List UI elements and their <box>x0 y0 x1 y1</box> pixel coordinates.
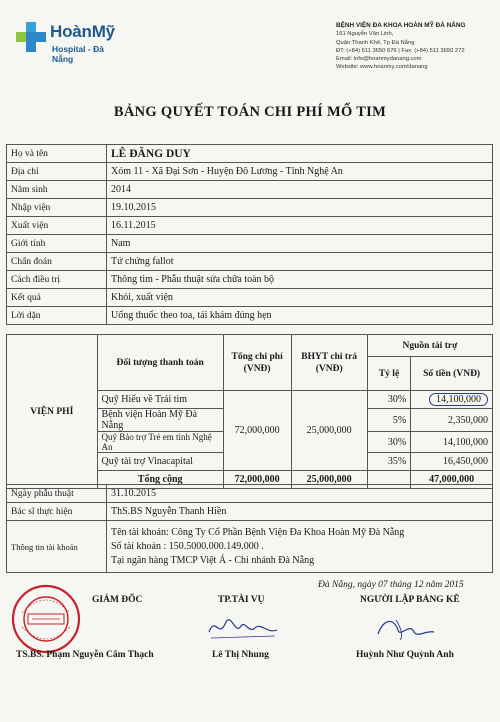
hospital-logo <box>16 20 126 70</box>
account-bank: Tại ngân hàng TMCP Việt Á - Chi nhánh Đà Nẵng <box>111 554 315 566</box>
row-account <box>7 521 493 573</box>
rate-value: 35% <box>367 453 410 471</box>
rate-value: 30% <box>367 391 410 409</box>
payer-name: Quỹ Bảo trợ Trẻ em tỉnh Nghệ An <box>97 432 223 453</box>
value-name: LÊ ĐĂNG DUY <box>107 145 493 163</box>
hospital-phone: ĐT: (+84) 511 3650 676 | Fax: (+84) 511 3650 272 <box>336 47 465 54</box>
label-gender: Giới tính <box>7 235 107 253</box>
row-diagnosis <box>7 253 493 271</box>
header-funding: Nguồn tài trợ <box>367 335 492 357</box>
row-result <box>7 289 493 307</box>
finance-title: TP.TÀI VỤ <box>218 595 265 605</box>
hospital-email: Email: info@hoanmydanang.com <box>336 56 422 63</box>
cross-logo-icon <box>16 22 46 52</box>
row-admit <box>7 199 493 217</box>
document-title: BẢNG QUYẾT TOÁN CHI PHÍ MỔ TIM <box>113 104 387 120</box>
rate-value: 5% <box>367 409 410 432</box>
payer-name: Quỹ tài trợ Vinacapital <box>97 453 223 471</box>
cost-table <box>6 334 493 489</box>
value-advice: Uống thuốc theo toa, tái khám đúng hẹn <box>107 307 493 325</box>
value-surgeon: ThS.BS Nguyễn Thanh Hiền <box>107 503 493 521</box>
label-birth: Năm sinh <box>7 181 107 199</box>
label-hospital-fee: VIỆN PHÍ <box>7 335 98 489</box>
value-birth: 2014 <box>107 181 493 199</box>
row-birth <box>7 181 493 199</box>
value-account <box>107 521 493 573</box>
cost-header-row-1 <box>7 335 493 357</box>
value-address: Xóm 11 - Xã Đại Sơn - Huyện Đô Lương - Tỉnh Nghệ An <box>107 163 493 181</box>
amount-value: 2,350,000 <box>411 409 493 432</box>
account-name: Tên tài khoản: Công Ty Cổ Phần Bệnh Viện Đa Khoa Hoàn Mỹ Đà Nẵng <box>111 526 405 538</box>
row-surgery-date <box>7 485 493 503</box>
header-bhyt: BHYT chi trả (VNĐ) <box>291 335 367 391</box>
hospital-district: Quận Thanh Khê, Tp Đà Nẵng <box>336 39 415 46</box>
row-advice <box>7 307 493 325</box>
total-cost-sum: 72,000,000 <box>223 471 291 489</box>
bhyt-value: 25,000,000 <box>291 391 367 471</box>
value-discharge: 16.11.2015 <box>107 217 493 235</box>
row-address <box>7 163 493 181</box>
value-result: Khỏi, xuất viện <box>107 289 493 307</box>
value-gender: Nam <box>107 235 493 253</box>
total-cost-value: 72,000,000 <box>223 391 291 471</box>
logo-subtitle: Hospital - Đà Nẵng <box>52 44 104 64</box>
place-date: Đà Nẵng, ngày 07 tháng 12 năm 2015 <box>318 580 464 590</box>
label-discharge: Xuất viện <box>7 217 107 235</box>
preparer-signature-icon <box>370 612 440 642</box>
label-result: Kết quả <box>7 289 107 307</box>
preparer-title: NGƯỜI LẬP BẢNG KÊ <box>360 595 460 605</box>
payer-name: Quỹ Hiếu về Trái tim <box>97 391 223 409</box>
header-payer: Đối tượng thanh toán <box>97 335 223 391</box>
total-label: Tổng cộng <box>97 471 223 489</box>
label-address: Địa chỉ <box>7 163 107 181</box>
row-name <box>7 145 493 163</box>
value-surgery-date: 31.10.2015 <box>107 485 493 503</box>
hospital-address: 161 Nguyễn Văn Linh, <box>336 31 394 38</box>
amount-value: 14,100,000 <box>411 432 493 453</box>
payer-name: Bệnh viện Hoàn Mỹ Đà Nẵng <box>97 409 223 432</box>
amount-value <box>411 391 493 409</box>
label-account: Thông tin tài khoản <box>7 521 107 573</box>
row-treatment <box>7 271 493 289</box>
value-diagnosis: Tứ chứng fallot <box>107 253 493 271</box>
value-admit: 19.10.2015 <box>107 199 493 217</box>
row-surgeon <box>7 503 493 521</box>
row-discharge <box>7 217 493 235</box>
settlement-table <box>6 144 493 325</box>
header-amount: Số tiền (VNĐ) <box>411 357 493 391</box>
hospital-website: Website: www.hoanmy.com/danang <box>336 64 428 71</box>
company-stamp-icon <box>10 583 82 655</box>
logo-name: HoànMỹ <box>50 22 115 41</box>
total-amount-sum: 47,000,000 <box>411 471 493 489</box>
row-gender <box>7 235 493 253</box>
header-rate: Tỷ lệ <box>367 357 410 391</box>
surgery-table <box>6 484 493 573</box>
director-title: GIÁM ĐỐC <box>92 595 143 605</box>
circled-amount: 14,100,000 <box>429 393 488 406</box>
preparer-name: Huỳnh Như Quỳnh Anh <box>356 650 454 660</box>
rate-value: 30% <box>367 432 410 453</box>
finance-name: Lê Thị Nhung <box>212 650 269 660</box>
label-diagnosis: Chẩn đoán <box>7 253 107 271</box>
label-admit: Nhập viện <box>7 199 107 217</box>
account-number: Số tài khoản : 150.5000.000.149.000 . <box>111 540 264 552</box>
hospital-name: BỆNH VIỆN ĐA KHOA HOÀN MỸ ĐÀ NẴNG <box>336 22 466 29</box>
total-bhyt-sum: 25,000,000 <box>291 471 367 489</box>
label-surgery-date: Ngày phẫu thuật <box>7 485 107 503</box>
label-advice: Lời dặn <box>7 307 107 325</box>
finance-signature-icon <box>205 612 285 642</box>
hospital-info <box>336 22 465 72</box>
label-surgeon: Bác sĩ thực hiện <box>7 503 107 521</box>
director-name: TS.BS. Phạm Nguyễn Cẩm Thạch <box>16 650 154 660</box>
label-name: Họ và tên <box>7 145 107 163</box>
label-treatment: Cách điều trị <box>7 271 107 289</box>
value-treatment: Thông tim - Phẫu thuật sửa chữa toàn bộ <box>107 271 493 289</box>
amount-value: 16,450,000 <box>411 453 493 471</box>
header-total-cost: Tổng chi phí (VNĐ) <box>223 335 291 391</box>
